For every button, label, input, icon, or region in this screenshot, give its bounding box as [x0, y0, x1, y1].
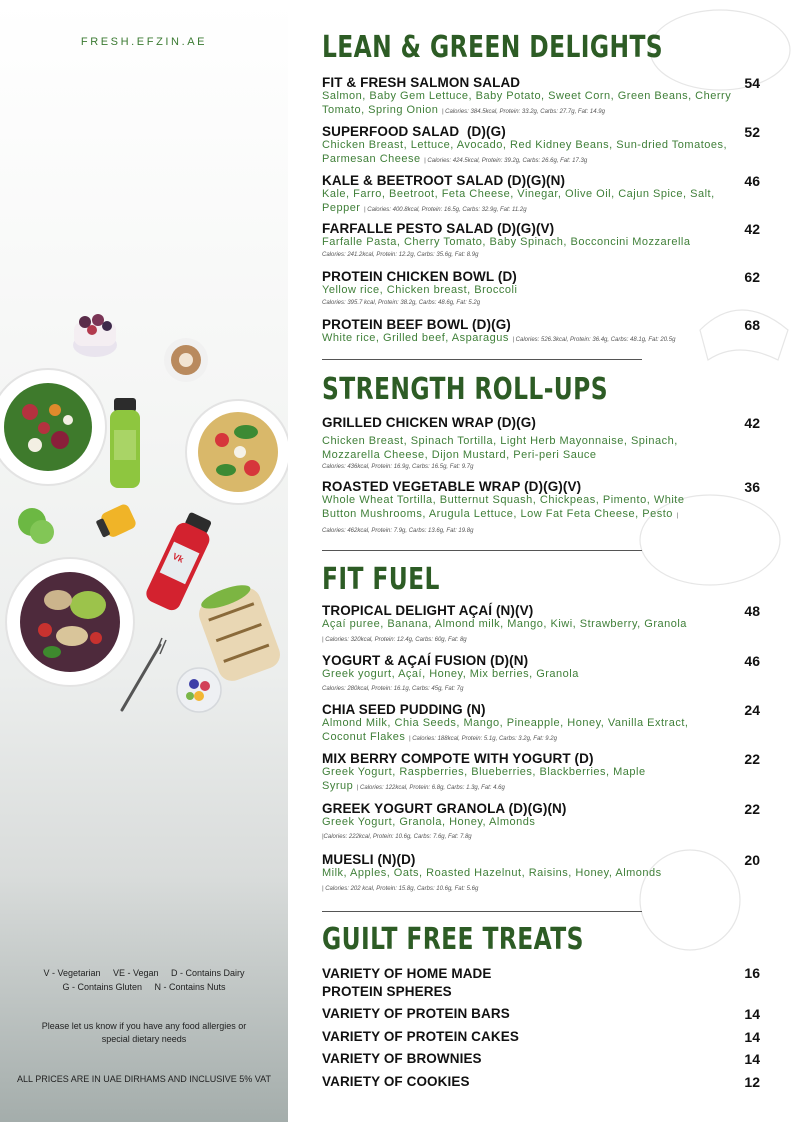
section-divider	[322, 359, 642, 360]
item-price: 48	[744, 603, 760, 619]
legend-line-2: G - Contains Gluten N - Contains Nuts	[62, 982, 226, 992]
section-title-treats: GUILT FREE TREATS	[322, 922, 584, 957]
item-calories: | Calories: 188kcal, Protein: 5.1g, Carbs: 3.2g, Fat: 9.2g	[409, 735, 557, 742]
menu-item	[322, 801, 762, 842]
menu-item	[322, 1029, 762, 1044]
item-ingredients: Greek Yogurt, Raspberries, Blueberries, Blackberries, Maple Syrup	[322, 766, 646, 792]
item-price: 62	[744, 269, 760, 285]
menu-item	[322, 751, 762, 795]
item-description: Greek yogurt, Açaí, Honey, Mix berries, Granola	[322, 668, 579, 680]
item-calories: Calories: 241.2kcal, Protein: 12.2g, Carbs: 35.6g, Fat: 8.9g	[322, 251, 479, 258]
item-description	[322, 188, 737, 217]
item-name: SUPERFOOD SALAD (D)(G)	[322, 124, 506, 139]
menu-item	[322, 1051, 762, 1066]
menu-item	[322, 479, 762, 539]
item-calories: | Calories: 462kcal, Protein: 7.9g, Carbs: 13.6g, Fat: 19.8g	[322, 512, 679, 534]
item-description	[322, 867, 662, 896]
item-price: 36	[744, 479, 760, 495]
item-price: 16	[744, 965, 760, 981]
item-price: 22	[744, 751, 760, 767]
menu-item	[322, 653, 762, 694]
section-divider	[322, 911, 642, 912]
item-price: 42	[744, 415, 760, 431]
item-price: 42	[744, 221, 760, 237]
allergy-note	[0, 1020, 288, 1046]
left-panel	[0, 0, 288, 1122]
menu-item	[322, 603, 762, 647]
item-ingredients: Açaí puree, Banana, Almond milk, Mango, Kiwi, Strawberry, Granola	[322, 618, 687, 630]
item-price: 14	[744, 1006, 760, 1022]
item-calories: | Calories: 424.5kcal, Protein: 39.2g, Carbs: 26.6g, Fat: 17.3g	[424, 157, 588, 164]
item-ingredients: White rice, Grilled beef, Asparagus	[322, 332, 509, 344]
red-juice-bottle-image	[143, 509, 217, 613]
item-description: Yellow rice, Chicken breast, Broccoli	[322, 284, 518, 296]
kale-salad-bowl-image	[0, 369, 106, 485]
item-calories: Calories: 395.7 kcal, Protein: 38.2g, Carbs: 48.6g, Fat: 5.2g	[322, 299, 481, 306]
item-calories: | Calories: 400.8kcal, Protein: 16.5g, Carbs: 32.9g, Fat: 11.2g	[364, 206, 527, 213]
allergy-note-line-2: special dietary needs	[101, 1034, 187, 1044]
item-name: MIX BERRY COMPOTE WITH YOGURT (D)	[322, 751, 594, 766]
item-name: PROTEIN CHICKEN BOWL (D)	[322, 269, 517, 284]
item-price: 14	[744, 1029, 760, 1045]
vat-note: ALL PRICES ARE IN UAE DIRHAMS AND INCLUSIVE 5% VAT	[17, 1074, 271, 1084]
menu-item	[322, 852, 762, 896]
item-ingredients: Whole Wheat Tortilla, Butternut Squash, Chickpeas, Pimento, White Button Mushrooms, Arugula Lettuce, Low Fat Feta Cheese, Pesto	[322, 494, 685, 520]
item-description	[322, 139, 737, 168]
item-price: 52	[744, 124, 760, 140]
item-description	[322, 618, 692, 647]
item-name: VARIETY OF PROTEIN BARS	[322, 1006, 510, 1021]
item-name: GRILLED CHICKEN WRAP (D)(G)	[322, 415, 536, 430]
section-title-lean-green: LEAN & GREEN DELIGHTS	[322, 30, 664, 65]
item-calories: | Calories: 384.5kcal, Protein: 33.2g, Carbs: 27.7g, Fat: 14.9g	[441, 108, 605, 115]
item-price: 46	[744, 653, 760, 669]
item-name: GREEK YOGURT GRANOLA (D)(G)(N)	[322, 801, 567, 816]
item-name: ROASTED VEGETABLE WRAP (D)(G)(V)	[322, 479, 582, 494]
menu-item	[322, 1006, 762, 1021]
item-price: 46	[744, 173, 760, 189]
item-price: 20	[744, 852, 760, 868]
item-ingredients: Salmon, Baby Gem Lettuce, Baby Potato, Sweet Corn, Green Beans, Cherry Tomato, Spring Onion	[322, 90, 732, 116]
dietary-legend	[0, 966, 288, 994]
pasta-bowl-image	[186, 400, 288, 504]
item-calories: Calories: 280kcal, Protein: 16.1g, Carbs: 45g, Fat: 7g	[322, 685, 464, 692]
menu-item	[322, 269, 762, 308]
section-title-roll-ups: STRENGTH ROLL-UPS	[322, 372, 608, 407]
item-calories: | Calories: 202 kcal, Protein: 15.8g, Carbs: 10.6g, Fat: 5.6g	[322, 885, 479, 892]
section-divider	[322, 550, 642, 551]
item-name: CHIA SEED PUDDING (N)	[322, 702, 486, 717]
item-name: KALE & BEETROOT SALAD (D)(G)(N)	[322, 173, 566, 188]
item-price: 54	[744, 75, 760, 91]
menu-content	[322, 0, 762, 1122]
yellow-shot-bottle-image	[94, 503, 138, 542]
item-price: 14	[744, 1051, 760, 1067]
item-ingredients: Kale, Farro, Beetroot, Feta Cheese, Vinegar, Olive Oil, Cajun Spice, Salt, Pepper	[322, 188, 715, 214]
item-calories: | Calories: 526.3kcal, Protein: 36.4g, Carbs: 48.1g, Fat: 20.5g	[512, 337, 676, 343]
menu-item	[322, 124, 762, 168]
item-calories: | Calories: 320kcal, Protein: 12.4g, Carbs: 60g, Fat: 8g	[322, 636, 467, 643]
item-name: PROTEIN BEEF BOWL (D)(G)	[322, 317, 511, 332]
item-name: FIT & FRESH SALMON SALAD	[322, 75, 521, 90]
item-description: Chicken Breast, Spinach Tortilla, Light Herb Mayonnaise, Spinach, Mozzarella Cheese, Dijon Mustard, Peri-peri Sauce	[322, 435, 678, 461]
item-ingredients: Chicken Breast, Lettuce, Avocado, Red Kidney Beans, Sun-dried Tomatoes, Parmesan Cheese	[322, 139, 728, 165]
lettuce-leaf-image	[18, 508, 54, 544]
item-name: VARIETY OF HOME MADE	[322, 966, 492, 981]
item-name-line-2: PROTEIN SPHERES	[322, 984, 452, 999]
bottle-brand-label: Vk	[170, 550, 186, 565]
food-photo	[0, 300, 288, 730]
menu-item	[322, 415, 762, 472]
website-url[interactable]: FRESH.EFZIN.AE	[80, 36, 208, 48]
parfait-cup-image	[73, 314, 117, 357]
item-description: Farfalle Pasta, Cherry Tomato, Baby Spinach, Bocconcini Mozzarella	[322, 236, 691, 248]
item-name: TROPICAL DELIGHT AÇAÍ (N)(V)	[322, 603, 534, 618]
item-price: 22	[744, 801, 760, 817]
item-calories: | Calories: 122kcal, Protein: 6.8g, Carbs: 1.3g, Fat: 4.6g	[356, 784, 505, 791]
item-ingredients: Almond Milk, Chia Seeds, Mango, Pineapple, Honey, Vanilla Extract, Coconut Flakes	[322, 717, 689, 743]
item-price: 12	[744, 1074, 760, 1090]
item-name: YOGURT & AÇAÍ FUSION (D)(N)	[322, 653, 529, 668]
chicken-salad-bowl-image	[6, 558, 134, 686]
item-description	[322, 90, 737, 119]
item-calories: Calories: 436kcal, Protein: 16.9g, Carbs: 16.5g, Fat: 9.7g	[322, 464, 474, 470]
item-description	[322, 717, 692, 746]
menu-item	[322, 75, 762, 119]
menu-item	[322, 1074, 762, 1089]
item-description	[322, 332, 737, 348]
menu-item	[322, 965, 762, 1001]
menu-item	[322, 702, 762, 746]
item-name: VARIETY OF BROWNIES	[322, 1051, 482, 1066]
coffee-cup-image	[164, 338, 208, 382]
item-name: VARIETY OF PROTEIN CAKES	[322, 1029, 519, 1044]
item-description	[322, 494, 702, 539]
allergy-note-line-1: Please let us know if you have any food allergies or	[41, 1021, 247, 1031]
menu-item	[322, 317, 762, 348]
menu-item	[322, 221, 762, 260]
menu-item	[322, 173, 762, 217]
item-ingredients: Milk, Apples, Oats, Roasted Hazelnut, Raisins, Honey, Almonds	[322, 867, 662, 879]
item-description: Greek Yogurt, Granola, Honey, Almonds	[322, 816, 536, 828]
item-price: 68	[744, 317, 760, 333]
item-name: FARFALLE PESTO SALAD (D)(G)(V)	[322, 221, 555, 236]
item-name: MUESLI (N)(D)	[322, 852, 416, 867]
item-description	[322, 766, 662, 795]
green-juice-bottle-image	[110, 398, 140, 488]
section-title-fit-fuel: FIT FUEL	[322, 562, 440, 597]
chia-pudding-cup-image	[177, 668, 221, 712]
item-price: 24	[744, 702, 760, 718]
legend-line-1: V - Vegetarian VE - Vegan D - Contains Dairy	[43, 968, 245, 978]
item-name: VARIETY OF COOKIES	[322, 1074, 470, 1089]
item-calories: |Calories: 222kcal, Protein: 10.6g, Carbs: 7.6g, Fat: 7.8g	[322, 833, 472, 840]
